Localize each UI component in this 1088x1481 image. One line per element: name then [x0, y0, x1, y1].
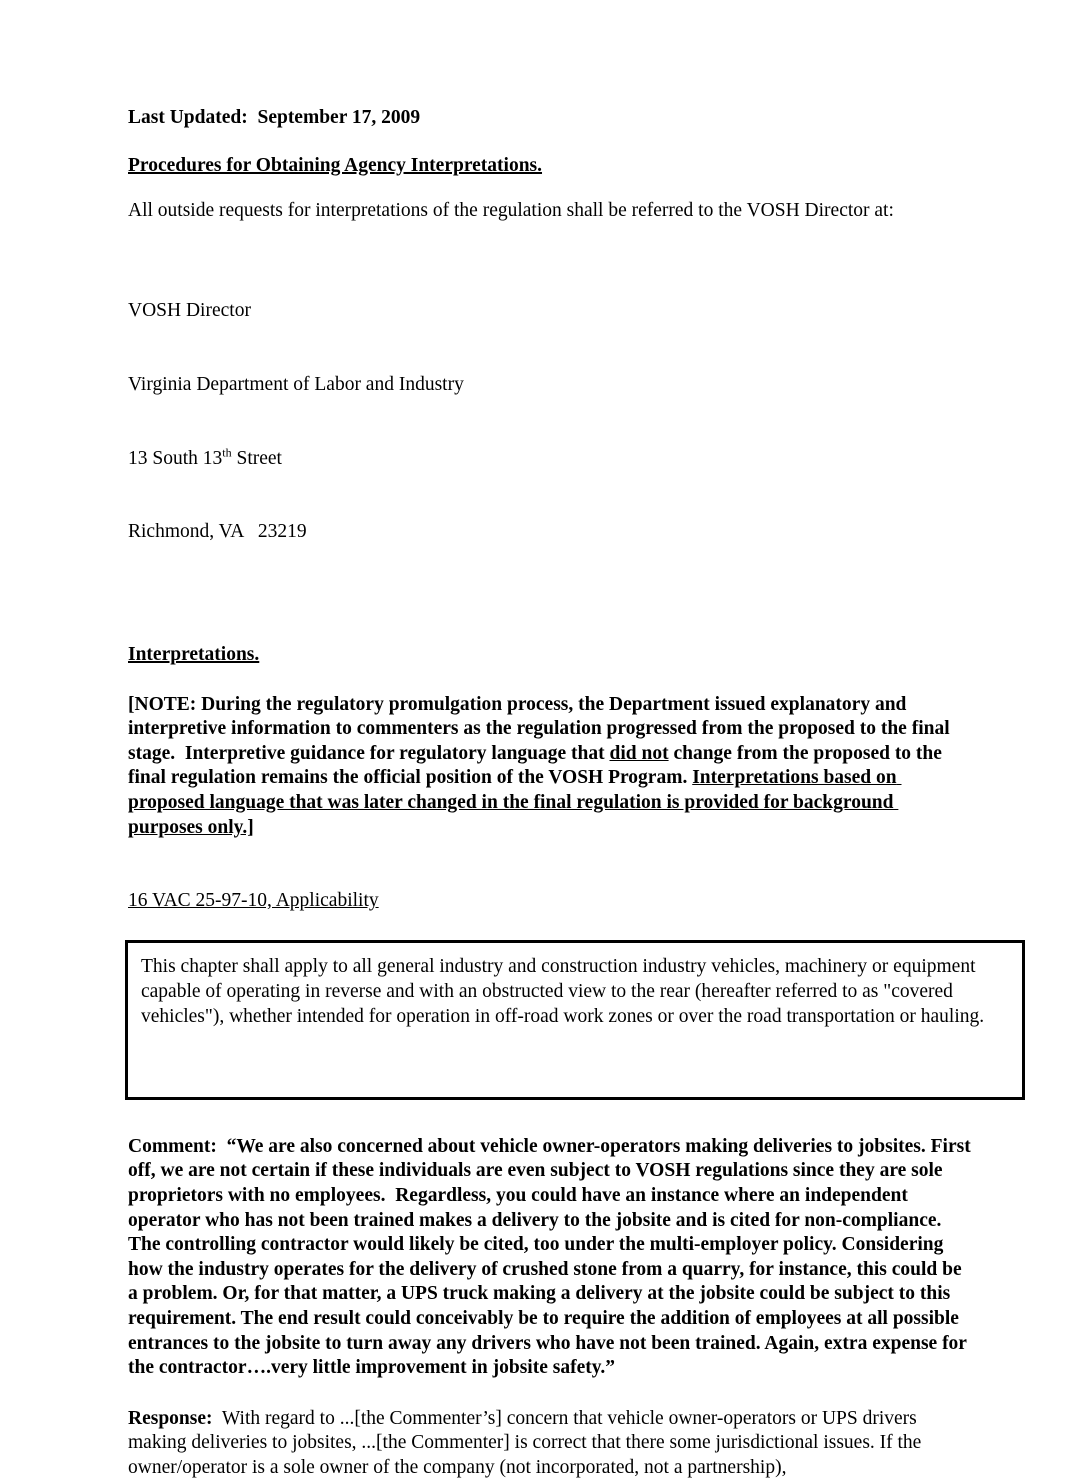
regulation-section-heading-text: 16 VAC 25-97-10, Applicability — [128, 890, 379, 912]
page-title-text: Procedures for Obtaining Agency Interpretations. — [128, 154, 543, 176]
intro-paragraph: All outside requests for interpretations of the regulation shall be referred to the VOSH Director at: — [128, 200, 894, 222]
page-title — [128, 154, 971, 179]
comment-paragraph — [128, 1135, 976, 1381]
response-body: With regard to ...[the Commenter’s] concern that vehicle owner-operators or UPS drivers making deliveries to jobsites, ...[the Commenter] is correct that there some jurisdictional issues. If the owner/operator is a sole owner of the company (not incorporated, not a partnership), — [128, 1407, 927, 1478]
address-line-street — [128, 447, 971, 472]
comment-label: Comment: — [128, 1135, 217, 1157]
regulation-text: This chapter shall apply to all general industry and construction industry vehicles, machinery or equipment capable of operating in reverse and with an obstructed view to the rear (hereafter referred to as "covered vehicles"), whether intended for operation in off-road work zones or over the road transportation or hauling. — [141, 955, 985, 1027]
interpretations-heading-text: Interpretations. — [128, 644, 260, 666]
regulation-section-heading — [128, 889, 971, 914]
note-underlined-sentence: Interpretations based on proposed language that was later changed in the final regulation is provided for background purposes only.] — [128, 767, 902, 838]
regulation-text-box — [125, 940, 1025, 1100]
interpretations-heading — [128, 643, 971, 668]
response-label: Response: — [128, 1407, 213, 1429]
note-text-start: [NOTE: During the regulatory promulgation process, the Department issued explanatory and interpretive information to commenters as the regulation progressed from the proposed to the final stage. Interpretive guidance for regulatory language that — [128, 693, 955, 764]
note-text-middle: change from the proposed to the final regulation remains the official position of the VOSH Program. — [128, 742, 947, 789]
comment-body: “We are also concerned about vehicle owner-operators making deliveries to jobsites. First off, we are not certain if these individuals are even subject to VOSH regulations since they are sole proprietors with no employees. Regardless, you could have an instance where an independent operator who has not been trained makes a delivery to the jobsite and is cited for non-compliance. The controlling contractor would likely be cited, too under the multi-employer policy. Considering how the industry operates for the delivery of crushed stone from a quarry, for instance, this could be a problem. Or, for that matter, a UPS truck making a delivery at the jobsite could be subject to this requirement. The end result could conceivably be to require the addition of employees at all possible entrances to the jobsite to turn away any drivers who have not been trained. Again, extra expense for the contractor….very little improvement in jobsite safety.” — [128, 1135, 976, 1379]
last-updated: Last Updated: September 17, 2009 — [128, 107, 421, 128]
note-paragraph — [128, 693, 971, 841]
address-line-city: Richmond, VA 23219 — [128, 521, 307, 543]
street-suffix: Street — [231, 447, 282, 469]
street-ordinal-superscript: th — [222, 445, 232, 460]
note-underlined-did-not: did not — [609, 742, 669, 764]
address-block — [128, 250, 971, 594]
address-line-department: Virginia Department of Labor and Industry — [128, 373, 464, 395]
response-paragraph — [128, 1407, 971, 1481]
address-line-director: VOSH Director — [128, 299, 251, 321]
street-number: 13 South 13 — [128, 447, 223, 469]
